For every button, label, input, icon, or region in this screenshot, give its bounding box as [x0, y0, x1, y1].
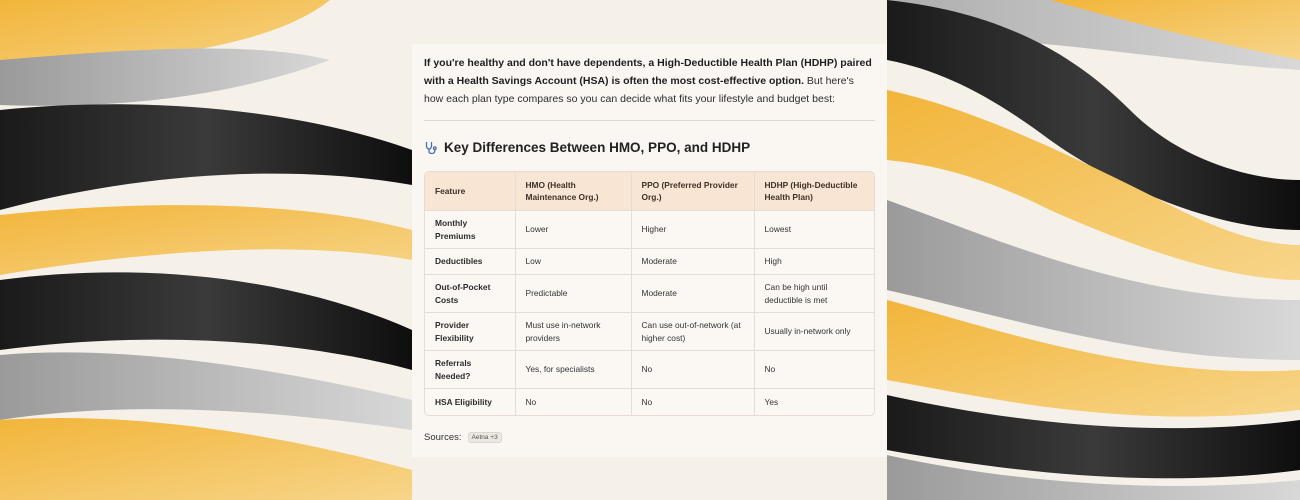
- cell-ppo: Moderate: [631, 249, 754, 275]
- header-feature: Feature: [425, 172, 515, 211]
- cell-hmo: Predictable: [515, 275, 631, 313]
- table-row: [425, 313, 874, 351]
- intro-paragraph: [424, 54, 875, 108]
- header-hdhp: HDHP (High-Deductible Health Plan): [754, 172, 874, 211]
- cell-hmo: Low: [515, 249, 631, 275]
- cell-ppo: No: [631, 389, 754, 415]
- table-row: [425, 351, 874, 389]
- cell-hmo: Lower: [515, 211, 631, 249]
- cell-hdhp: High: [754, 249, 874, 275]
- header-ppo: PPO (Preferred Provider Org.): [631, 172, 754, 211]
- cell-ppo: Moderate: [631, 275, 754, 313]
- row-feature: Referrals Needed?: [425, 351, 515, 389]
- table-row: [425, 211, 874, 249]
- table-row: [425, 389, 874, 415]
- section-title: Key Differences Between HMO, PPO, and HDHP: [444, 140, 751, 155]
- table-row: [425, 249, 874, 275]
- divider: [424, 120, 875, 121]
- cell-ppo: Can use out-of-network (at higher cost): [631, 313, 754, 351]
- comparison-table-wrapper: [424, 171, 875, 416]
- intro-rest-text: But here's how each plan type compares so you can decide what fits your lifestyle and budget best:: [424, 75, 854, 105]
- row-feature: Provider Flexibility: [425, 313, 515, 351]
- sources-row: [424, 432, 875, 443]
- cell-hmo: Yes, for specialists: [515, 351, 631, 389]
- intro-bold-text: If you're healthy and don't have dependents, a High-Deductible Health Plan (HDHP) paired with a Health Savings Account (HSA) is often the most cost-effective option.: [424, 57, 872, 87]
- header-hmo: HMO (Health Maintenance Org.): [515, 172, 631, 211]
- stethoscope-icon: [424, 141, 438, 155]
- cell-ppo: No: [631, 351, 754, 389]
- cell-hmo: Must use in-network providers: [515, 313, 631, 351]
- chat-response-card: [412, 44, 887, 457]
- sources-chip[interactable]: Aetna +3: [468, 432, 502, 443]
- cell-hdhp: Lowest: [754, 211, 874, 249]
- table-row: [425, 275, 874, 313]
- row-feature: HSA Eligibility: [425, 389, 515, 415]
- row-feature: Monthly Premiums: [425, 211, 515, 249]
- row-feature: Out-of-Pocket Costs: [425, 275, 515, 313]
- cell-hdhp: Usually in-network only: [754, 313, 874, 351]
- section-heading: [424, 140, 875, 155]
- cell-hmo: No: [515, 389, 631, 415]
- table-header-row: [425, 172, 874, 211]
- row-feature: Deductibles: [425, 249, 515, 275]
- cell-ppo: Higher: [631, 211, 754, 249]
- comparison-table: [425, 172, 874, 415]
- cell-hdhp: Yes: [764, 396, 779, 407]
- sources-label: Sources:: [424, 431, 462, 443]
- cell-hdhp: Can be high until deductible is met: [754, 275, 874, 313]
- cell-hdhp: No: [754, 351, 874, 389]
